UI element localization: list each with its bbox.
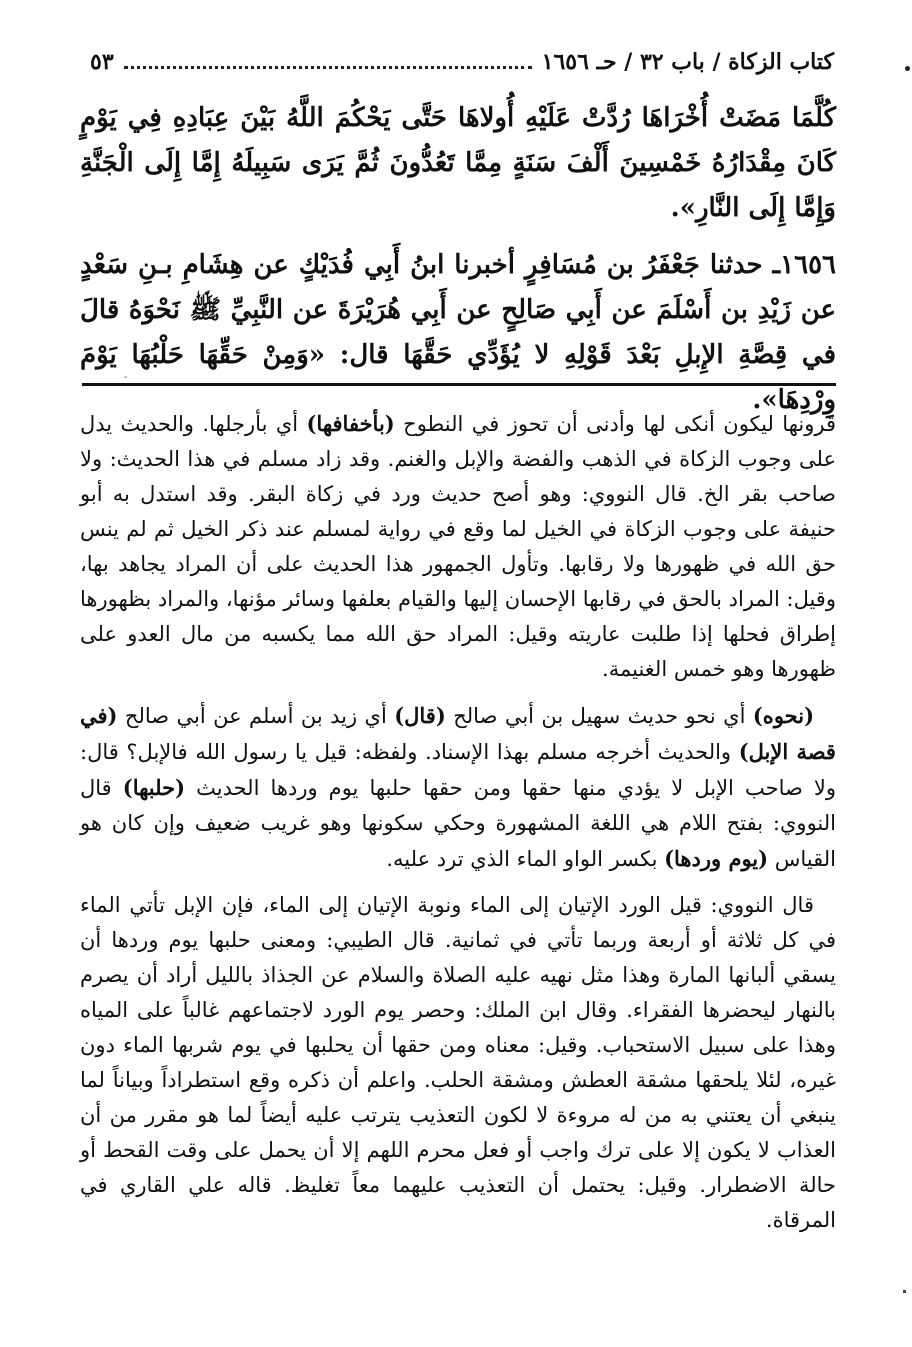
matn-paragraph-1: كُلَّمَا مَضَتْ أُخْرَاهَا رُدَّتْ عَلَيْهِ أُولاهَا حَتَّى يَحْكُمَ اللَّهُ بَيْنَ عِبَادِهِ فِي يَوْمٍ كَانَ مِقْدَارُهُ خَمْسِينَ أَلْفَ سَنَةٍ مِمَّا تَعُدُّونَ ثُمَّ يَرَى سَبِيلَهُ إِمَّا إِلَى الْجَنَّةِ وَإِمَّا إِلَى النَّارِ».: [80, 103, 836, 223]
rule-mark: -: [124, 372, 128, 383]
commentary-keyword: (قال): [394, 703, 446, 728]
commentary-text: أي بأرجلها. والحديث يدل على وجوب الزكاة في الذهب والفضة والإبل والغنم. وقد زاد مسلم في هذا الحديث: ولا صاحب بقر الخ. قال النووي: وهو أصح حديث ورد في زكاة البقر. وقد استدل به أبو حنيفة على وجوب الزكاة في الخيل لما وقع في رواية لمسلم عند ذكر الخيل ثم لم ينس حق الله في ظهورها ولا رقابها. وتأول الجمهور هذا الحديث على أن المراد يجاهد بها، وقيل: المراد بالحق في رقابها الإحسان إليها والقيام بعلفها وسائر مؤنها، والمراد بظهورها إطراق فحلها إذا طلبت عاريته وقيل: المراد حق الله مما يكسبه من مال العدو على ظهورها وهو خمس الغنيمة.: [80, 412, 836, 681]
commentary-paragraph-3: قال النووي: قيل الورد الإتيان إلى الماء ونوبة الإتيان إلى الماء، فإن الإبل تأتي الماء في كل ثلاثة أو أربعة وربما تأتي في ثمانية. قال الطيبي: ومعنى حلبها يوم وردها أن يسقي ألبانها المارة وهذا مثل نهيه عليه الصلاة والسلام عن الجذاذ بالليل أراد أن يصرم بالنهار ليحضرها الفقراء. وقال ابن الملك: وحصر يوم الورد لاجتماعهم غالباً على المياه وهذا على سبيل الاستحباب. وقيل: معناه ومن حقها أن يحلبها في يوم شربها الماء دون غيره، لئلا يلحقها مشقة العطش ومشقة الحلب. واعلم أن ذكره وقع استطراداً وبياناً لما ينبغي أن يعتني به من له مروءة لا لكون التعذيب يترتب عليه أيضاً لما هو مقرر من أن العذاب لا يكون إلا على ترك واجب أو فعل محرم اللهم إلا أن يحمل على وقت القحط أو حالة الاضطرار. وقيل: يحتمل أن التعذيب عليهما معاً تغليظ. قاله علي القاري في المرقاة.: [80, 893, 836, 1232]
commentary-keyword: (يوم وردها): [664, 846, 769, 871]
matn-paragraph-2: [80, 243, 836, 423]
header-title: كتاب الزكاة / باب ٣٢ / حـ ١٦٥٦: [541, 49, 834, 75]
commentary-keyword: (في قصة الإبل): [80, 703, 836, 764]
commentary-keyword: (حلبها): [122, 775, 186, 800]
commentary-text: بكسر الواو الماء الذي ترد عليه.: [386, 847, 665, 871]
commentary-keyword: (نحوه): [752, 703, 814, 728]
scan-edge-mark: [903, 1290, 906, 1293]
commentary-text: قال النووي: بفتح اللام هي اللغة المشهورة وحكي سكونها وهو غريب ضعيف وإن كان هو القياس: [80, 776, 836, 871]
commentary: [80, 406, 836, 1249]
matn-paragraph-2-text: ـ حدثنا جَعْفَرُ بن مُسَافِرٍ أخبرنا ابنُ أَبِي فُدَيْكٍ عن هِشَامِ بـنِ سَعْدٍ عن زَيْدِ بن أَسْلَمَ عن أَبِي صَالِحٍ عن أَبِي هُرَيْرَةَ عن النَّبِيِّ ﷺ نَحْوَهُ قالَ في قِصَّةِ الإِبلِ بَعْدَ قَوْلِهِ لا يُؤَدِّي حَقَّهَا قال: «وَمِنْ حَقِّهَا حَلْبُهَا يَوْمَ وِرْدِهَا».: [80, 250, 836, 415]
commentary-text: والحديث أخرجه مسلم بهذا الإسناد. ولفظه: قيل يا رسول الله فالإبل؟ قال: ولا صاحب الإبل لا يؤدي منها حقها ومن حقها حلبها يوم وردها الحديث: [80, 740, 837, 800]
commentary-paragraph-1: [80, 406, 836, 687]
hadith-number: ١٦٥٦: [780, 250, 836, 280]
running-header: [90, 44, 834, 80]
commentary-text: أي نحو حديث سهيل بن أبي صالح: [445, 704, 753, 728]
commentary-keyword: (بأخفافها): [306, 411, 395, 436]
hadith-main-text: [80, 96, 836, 423]
commentary-paragraph-2: [80, 698, 836, 877]
scan-edge-dot: [905, 66, 910, 71]
page-number: ٥٣: [90, 49, 114, 75]
commentary-text: قرونها ليكون أنكى لها وأدنى أن تحوز في النطوح: [394, 412, 836, 436]
dotted-leader: [124, 52, 532, 69]
commentary-text: أي زيد بن أسلم عن أبي صالح: [117, 704, 395, 728]
separator-rule: [82, 383, 836, 386]
